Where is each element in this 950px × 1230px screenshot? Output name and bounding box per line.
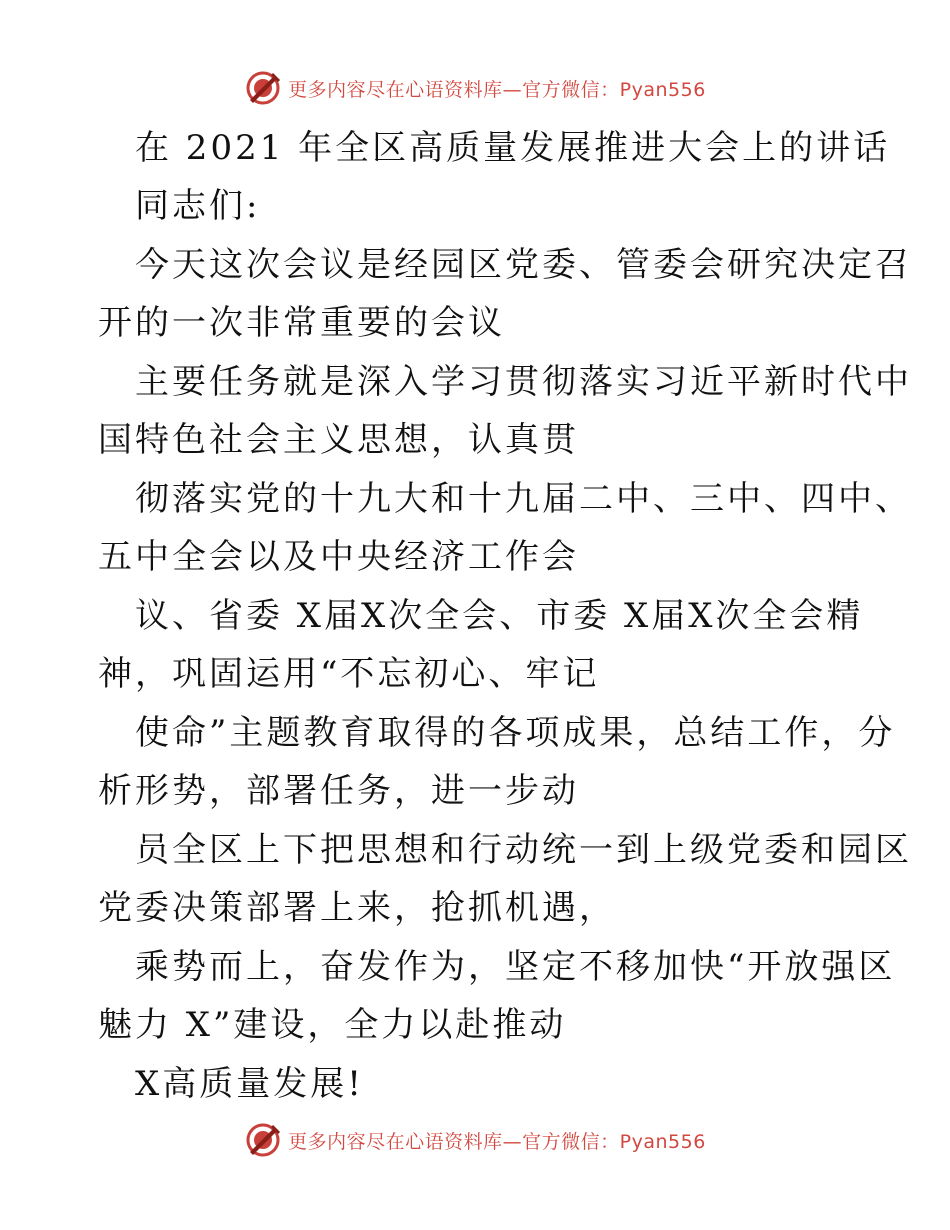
paragraph-line: 彻落实党的十九大和十九届二中、三中、四中、: [135, 479, 912, 519]
paragraph-line: 今天这次会议是经园区党委、管委会研究决定召: [135, 245, 912, 285]
paragraph-line: 魅力 X”建设，全力以赴推动: [98, 1005, 567, 1045]
footer-watermark: [0, 1120, 950, 1160]
paragraph-line: 五中全会以及中央经济工作会: [98, 537, 579, 577]
paragraph-line: 议、省委 X届X次全会、市委 X届X次全会精: [135, 596, 864, 636]
watermark-text: 更多内容尽在心语资料库—官方微信：Pyan556: [288, 78, 706, 101]
paragraph-line: 主要任务就是深入学习贯彻落实习近平新时代中: [135, 362, 912, 402]
salutation: 同志们:: [135, 186, 261, 226]
paragraph-line: 开的一次非常重要的会议: [98, 303, 505, 343]
document-title: 在 2021 年全区高质量发展推进大会上的讲话: [135, 128, 891, 168]
paragraph-line: 神，巩固运用“不忘初心、牢记: [98, 654, 600, 694]
paragraph-line: 析形势，部署任务，进一步动: [98, 771, 579, 811]
quill-seal-icon: [244, 1121, 282, 1159]
paragraph-line: X高质量发展!: [135, 1064, 364, 1104]
paragraph-line: 使命”主题教育取得的各项成果，总结工作，分: [135, 713, 896, 753]
paragraph-line: 国特色社会主义思想，认真贯: [98, 420, 579, 460]
paragraph-line: 党委决策部署上来，抢抓机遇，: [98, 888, 616, 928]
paragraph-line: 乘势而上，奋发作为，坚定不移加快“开放强区: [135, 947, 896, 987]
watermark-text: 更多内容尽在心语资料库—官方微信：Pyan556: [288, 1130, 706, 1153]
paragraph-line: 员全区上下把思想和行动统一到上级党委和园区: [135, 830, 912, 870]
